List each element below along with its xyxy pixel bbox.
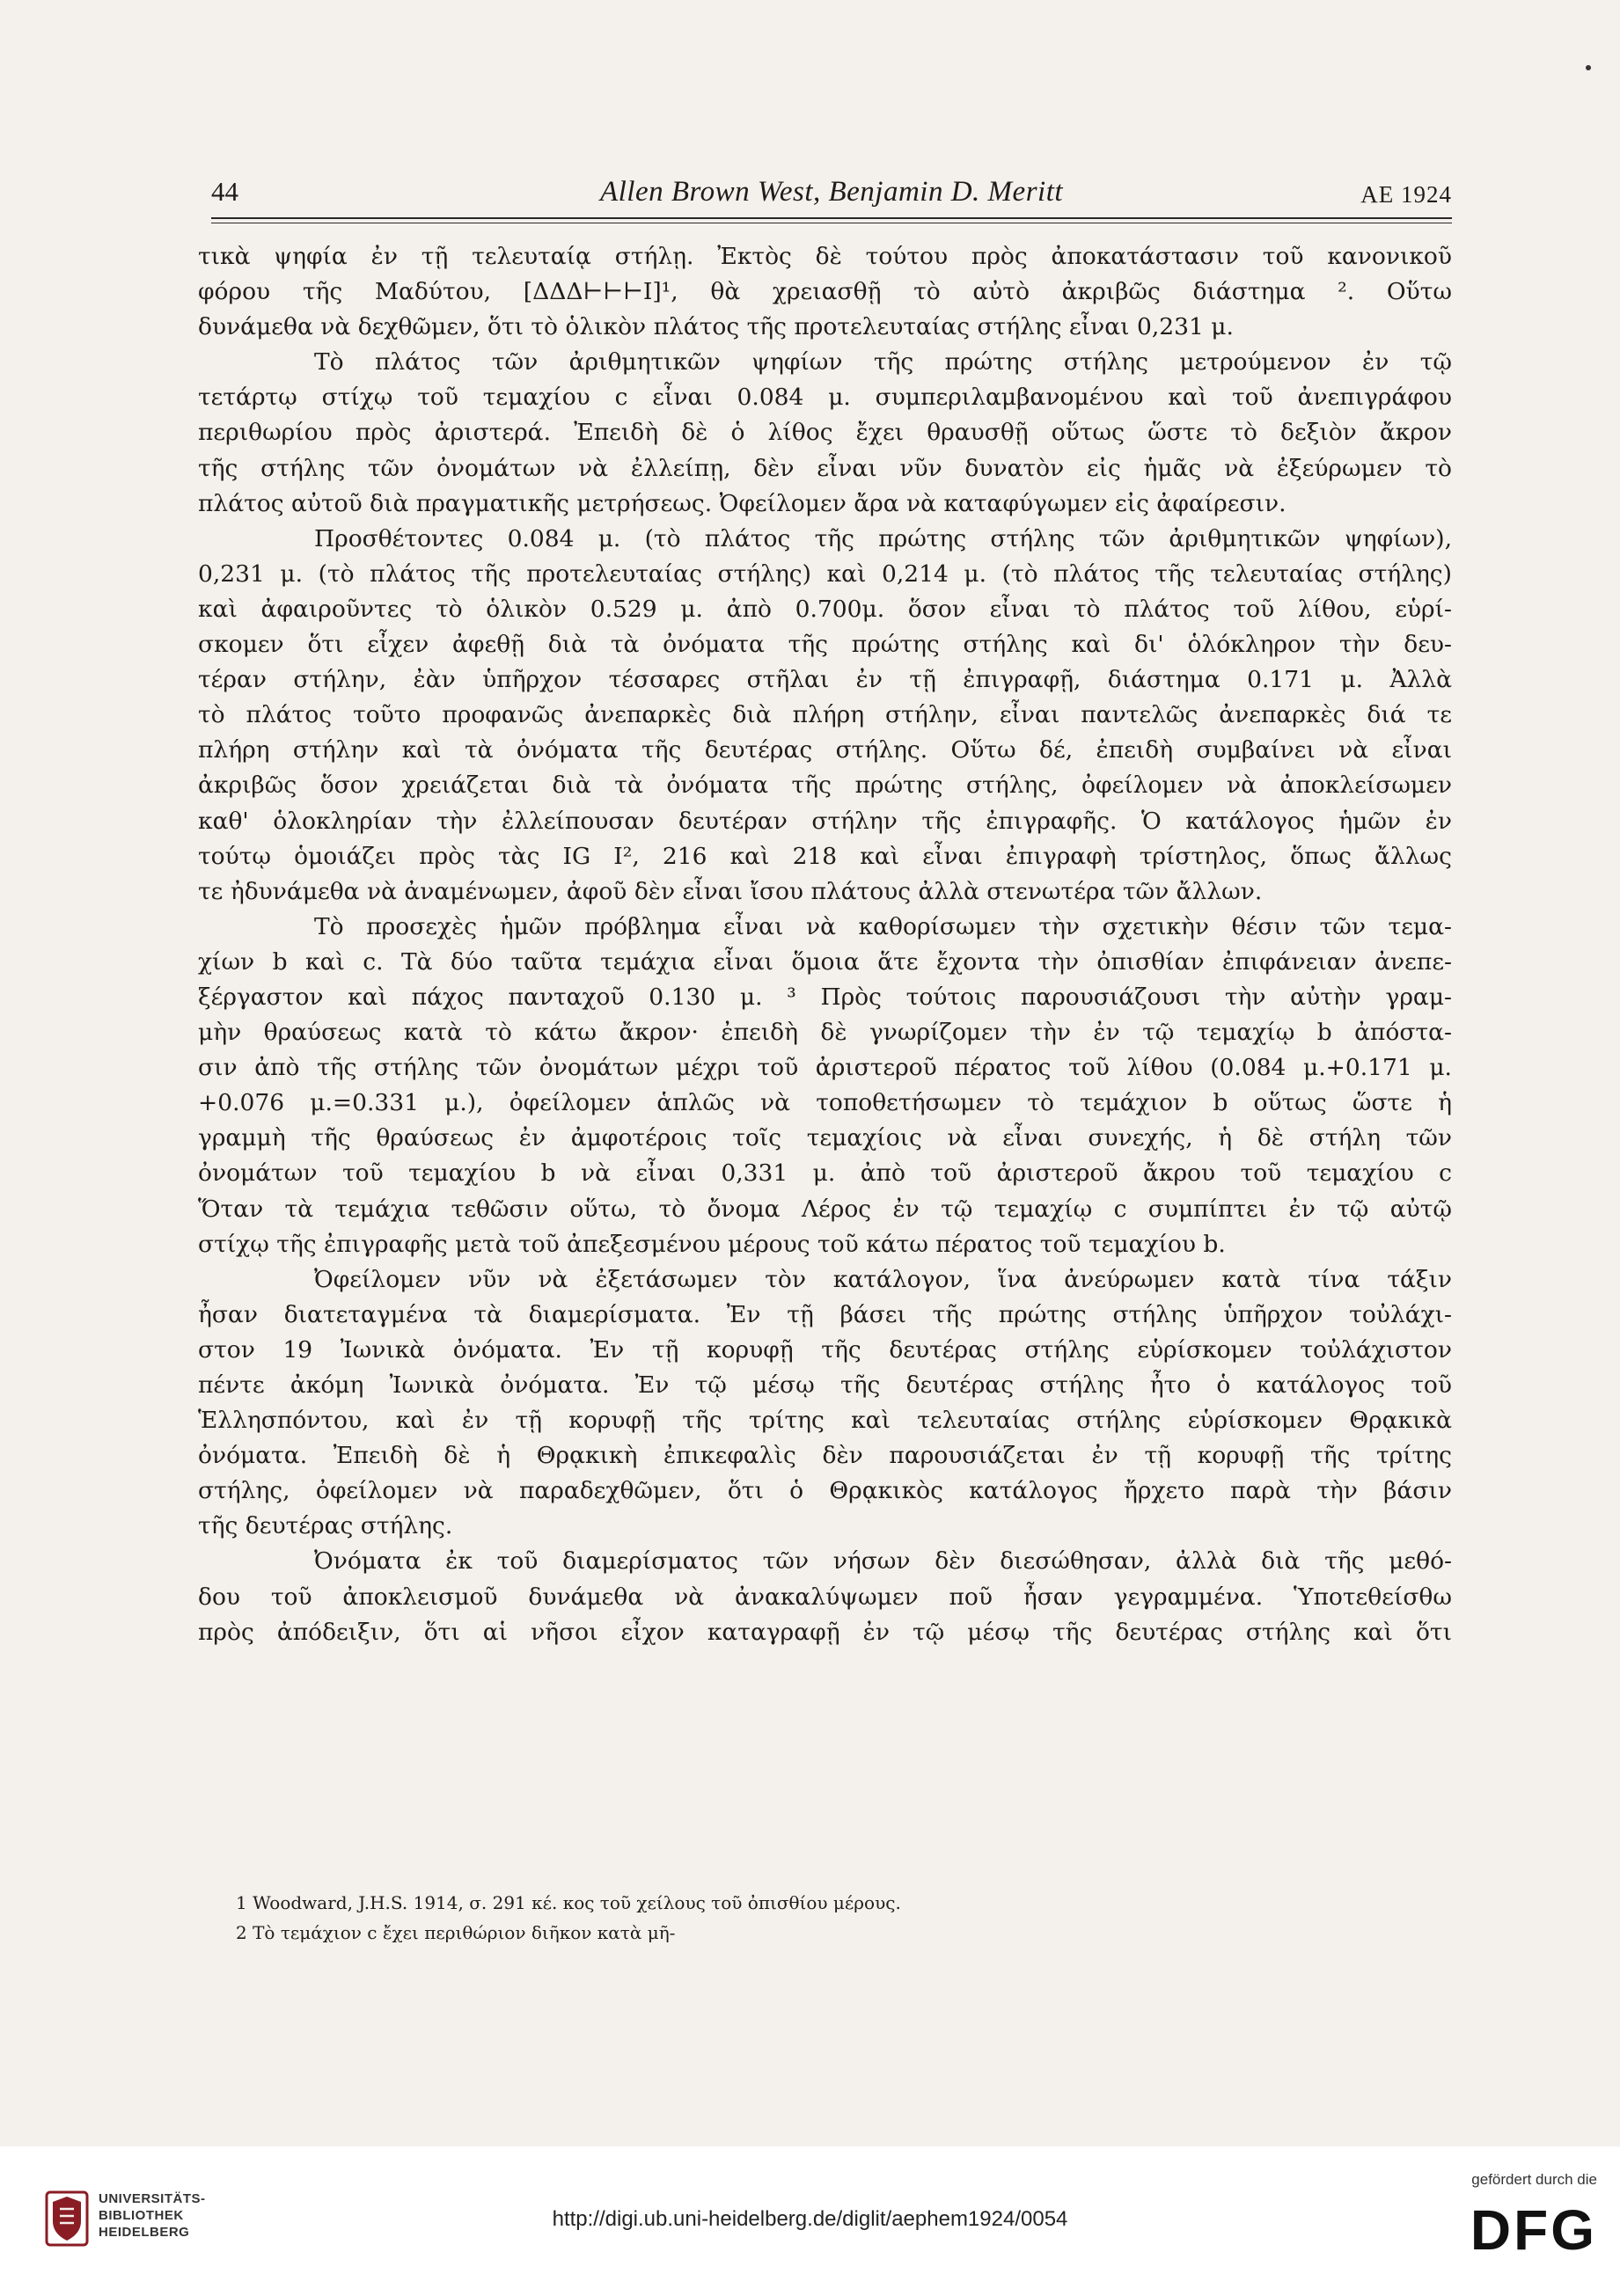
footnote-1: 1 Woodward, J.H.S. 1914, σ. 291 κέ. xyxy=(236,1892,558,1913)
text-line: πλήρη στήλην καὶ τὰ ὀνόματα τῆς δευτέρας στήλης. Οὕτω δέ, ἐπειδὴ συμβαίνει νὰ εἶναι xyxy=(198,736,1452,764)
journal-year: ΑΕ 1924 xyxy=(1360,181,1452,208)
footnote-row xyxy=(236,1922,1380,1952)
text-line: 0,231 μ. (τὸ πλάτος τῆς προτελευταίας στήλης) καὶ 0,214 μ. (τὸ πλάτος τῆς τελευταίας στήλης) xyxy=(198,559,1452,588)
text-line: τε ἠδυνάμεθα νὰ ἀναμένωμεν, ἀφοῦ δὲν εἶναι ἴσου πλάτους ἀλλὰ στενωτέρα τῶν ἄλλων. xyxy=(198,877,1263,905)
text-line: καὶ ἀφαιροῦντες τὸ ὁλικὸν 0.529 μ. ἀπὸ 0.700μ. ὅσον εἶναι τὸ πλάτος τοῦ λίθου, εὑρί- xyxy=(198,595,1452,623)
text-line: στον 19 Ἰωνικὰ ὀνόματα. Ἐν τῇ κορυφῇ τῆς δευτέρας στήλης εὑρίσκομεν τοὐλάχιστον xyxy=(198,1335,1452,1364)
page-number: 44 xyxy=(211,176,238,207)
text-line: μὴν θραύσεως κατὰ τὸ κάτω ἄκρον· ἐπειδὴ δὲ γνωρίζομεν τὴν ἐν τῷ τεμαχίῳ b ἀπόστα- xyxy=(198,1019,1452,1047)
text-line: στίχῳ τῆς ἐπιγραφῆς μετὰ τοῦ ἀπεξεσμένου μέρους τοῦ κάτω πέρατος τοῦ τεμαχίου b. xyxy=(198,1230,1226,1258)
footnote-2-continuation: κος τοῦ χείλους τοῦ ὀπισθίου μέρους. xyxy=(562,1892,901,1913)
source-url-link[interactable]: http://digi.ub.uni-heidelberg.de/diglit/aephem1924/0054 xyxy=(552,2207,1068,2231)
text-line: τούτῳ ὁμοιάζει πρὸς τὰς IG I², 216 καὶ 218 καὶ εἶναι ἐπιγραφὴ τρίστηλος, ὅπως ἄλλως xyxy=(198,842,1452,870)
text-line: Τὸ πλάτος τῶν ἀριθμητικῶν ψηφίων τῆς πρώτης στήλης μετρούμενον ἐν τῷ xyxy=(314,348,1452,377)
footnotes xyxy=(236,1892,1380,1952)
scan-speck xyxy=(1586,65,1591,70)
text-line: τῆς δευτέρας στήλης. xyxy=(198,1512,453,1540)
text-line: τὸ πλάτος τοῦτο προφανῶς ἀνεπαρκὲς διὰ πλήρη στήλην, εἶναι παντελῶς ἀνεπαρκὲς διά τε xyxy=(198,701,1452,729)
footnote-2: 2 Τὸ τεμάχιον c ἔχει περιθώριον διῆκον κατὰ μῆ- xyxy=(236,1922,676,1943)
funding-caption: gefördert durch die xyxy=(1471,2171,1597,2188)
header-rule-thick xyxy=(211,217,1452,219)
text-line: +0.076 μ.=0.331 μ.), ὀφείλομεν ἁπλῶς νὰ τοποθετήσωμεν τὸ τεμάχιον b οὕτως ὥστε ἡ xyxy=(198,1089,1452,1117)
text-line: σιν ἀπὸ τῆς στήλης τῶν ὀνομάτων μέχρι τοῦ ἀριστεροῦ πέρατος τοῦ λίθου (0.084 μ.+0.171 μ. xyxy=(198,1054,1452,1082)
text-line: καθ' ὁλοκληρίαν τὴν ἐλλείπουσαν δευτέραν στήλην τῆς ἐπιγραφῆς. Ὁ κατάλογος ἡμῶν ἐν xyxy=(198,807,1452,835)
text-line: ὀνομάτων τοῦ τεμαχίου b νὰ εἶναι 0,331 μ. ἀπὸ τοῦ ἀριστεροῦ ἄκρου τοῦ τεμαχίου c xyxy=(198,1159,1452,1188)
dfg-logo: DFG xyxy=(1470,2198,1597,2262)
text-line: ὀνόματα. Ἐπειδὴ δὲ ἡ Θρᾳκικὴ ἐπικεφαλὶς δὲν παρουσιάζεται ἐν τῇ κορυφῇ τῆς τρίτης xyxy=(198,1442,1452,1470)
footnote-row xyxy=(236,1892,1380,1922)
library-name: UNIVERSITÄTS- BIBLIOTHEK HEIDELBERG xyxy=(99,2191,206,2240)
text-line: Ὀφείλομεν νῦν νὰ ἐξετάσωμεν τὸν κατάλογον, ἵνα ἀνεύρωμεν κατὰ τίνα τάξιν xyxy=(314,1265,1452,1293)
text-line: ἀκριβῶς ὅσον χρειάζεται διὰ τὰ ὀνόματα τῆς πρώτης στήλης, ὀφείλομεν νὰ ἀποκλείσωμεν xyxy=(198,771,1452,800)
text-line: ξέργαστον καὶ πάχος πανταχοῦ 0.130 μ. ³ Πρὸς τούτοις παρουσιάζουσι τὴν αὐτὴν γραμ- xyxy=(198,983,1452,1011)
text-line: χίων b καὶ c. Τὰ δύο ταῦτα τεμάχια εἶναι ὅμοια ἅτε ἔχοντα τὴν ὀπισθίαν ἐπιφάνειαν ἀνεπε- xyxy=(198,947,1452,976)
text-line: σκομεν ὅτι εἶχεν ἀφεθῇ διὰ τὰ ὀνόματα τῆς πρώτης στήλης καὶ δι' ὁλόκληρον τὴν δευ- xyxy=(198,631,1452,659)
body-text xyxy=(198,239,1452,1650)
running-title-authors: Allen Brown West, Benjamin D. Meritt xyxy=(599,176,1064,208)
text-line: φόρου τῆς Μαδύτου, [ΔΔΔ⊢⊢⊢I]¹, θὰ χρειασθῇ τὸ αὐτὸ ἀκριβῶς διάστημα ². Οὕτω xyxy=(198,278,1452,306)
text-line: πέντε ἀκόμη Ἰωνικὰ ὀνόματα. Ἐν τῷ μέσῳ τῆς δευτέρας στήλης ἦτο ὁ κατάλογος τοῦ xyxy=(198,1371,1452,1399)
text-line: πρὸς ἀπόδειξιν, ὅτι αἱ νῆσοι εἶχον καταγραφῇ ἐν τῷ μέσῳ τῆς δευτέρας στήλης καὶ ὅτι xyxy=(198,1618,1452,1646)
text-line: Ὅταν τὰ τεμάχια τεθῶσιν οὕτω, τὸ ὄνομα Λέρος ἐν τῷ τεμαχίῳ c συμπίπτει ἐν τῷ αὐτῷ xyxy=(198,1195,1452,1223)
text-line: στήλης, ὀφείλομεν νὰ παραδεχθῶμεν, ὅτι ὁ Θρᾳκικὸς κατάλογος ἤρχετο παρὰ τὴν βάσιν xyxy=(198,1477,1452,1505)
text-line: ἦσαν διατεταγμένα τὰ διαμερίσματα. Ἐν τῇ βάσει τῆς πρώτης στήλης ὑπῆρχον τοὐλάχι- xyxy=(198,1300,1452,1328)
text-line: περιθωρίου πρὸς ἀριστερά. Ἐπειδὴ δὲ ὁ λίθος ἔχει θραυσθῇ οὕτως ὥστε τὸ δεξιὸν ἄκρον xyxy=(198,419,1452,447)
text-line: δου τοῦ ἀποκλεισμοῦ δυνάμεθα νὰ ἀνακαλύψωμεν ποῦ ἦσαν γεγραμμένα. Ὑποτεθείσθω xyxy=(198,1583,1452,1611)
text-line: Προσθέτοντες 0.084 μ. (τὸ πλάτος τῆς πρώτης στήλης τῶν ἀριθμητικῶν ψηφίων), xyxy=(314,524,1452,552)
text-line: τικὰ ψηφία ἐν τῇ τελευταίᾳ στήλῃ. Ἐκτὸς δὲ τούτου πρὸς ἀποκατάστασιν τοῦ κανονικοῦ xyxy=(198,243,1452,270)
text-line: τῆς στήλης τῶν ὀνομάτων νὰ ἐλλείπῃ, δὲν εἶναι νῦν δυνατὸν εἰς ἡμᾶς νὰ ἐξεύρωμεν τὸ xyxy=(198,454,1452,482)
digitization-footer xyxy=(0,2146,1620,2296)
text-line: δυνάμεθα νὰ δεχθῶμεν, ὅτι τὸ ὁλικὸν πλάτος τῆς προτελευταίας στήλης εἶναι 0,231 μ. xyxy=(198,313,1234,341)
text-line: Ὀνόματα ἐκ τοῦ διαμερίσματος τῶν νήσων δὲν διεσώθησαν, ἀλλὰ διὰ τῆς μεθό- xyxy=(314,1547,1452,1576)
text-line: γραμμὴ τῆς θραύσεως ἐν ἀμφοτέροις τοῖς τεμαχίοις νὰ εἶναι συνεχής, ἡ δὲ στήλη τῶν xyxy=(198,1124,1452,1152)
text-line: πλάτος αὐτοῦ διὰ πραγματικῆς μετρήσεως. Ὀφείλομεν ἄρα νὰ καταφύγωμεν εἰς ἀφαίρεσιν. xyxy=(198,489,1286,517)
text-line: τετάρτῳ στίχῳ τοῦ τεμαχίου c εἶναι 0.084 μ. συμπεριλαμβανομένου καὶ τοῦ ἀνεπιγράφου xyxy=(198,384,1452,412)
text-line: Ἑλλησπόντου, καὶ ἐν τῇ κορυφῇ τῆς τρίτης καὶ τελευταίας στήλης εὑρίσκομεν Θρᾳκικὰ xyxy=(198,1407,1452,1435)
text-line: τέραν στήλην, ἐὰν ὑπῆρχον τέσσαρες στῆλαι ἐν τῇ ἐπιγραφῇ, διάστημα 0.171 μ. Ἀλλὰ xyxy=(198,666,1452,694)
text-line: Τὸ προσεχὲς ἡμῶν πρόβλημα εἶναι νὰ καθορίσωμεν τὴν σχετικὴν θέσιν τῶν τεμα- xyxy=(314,912,1452,940)
running-header xyxy=(211,176,1452,215)
